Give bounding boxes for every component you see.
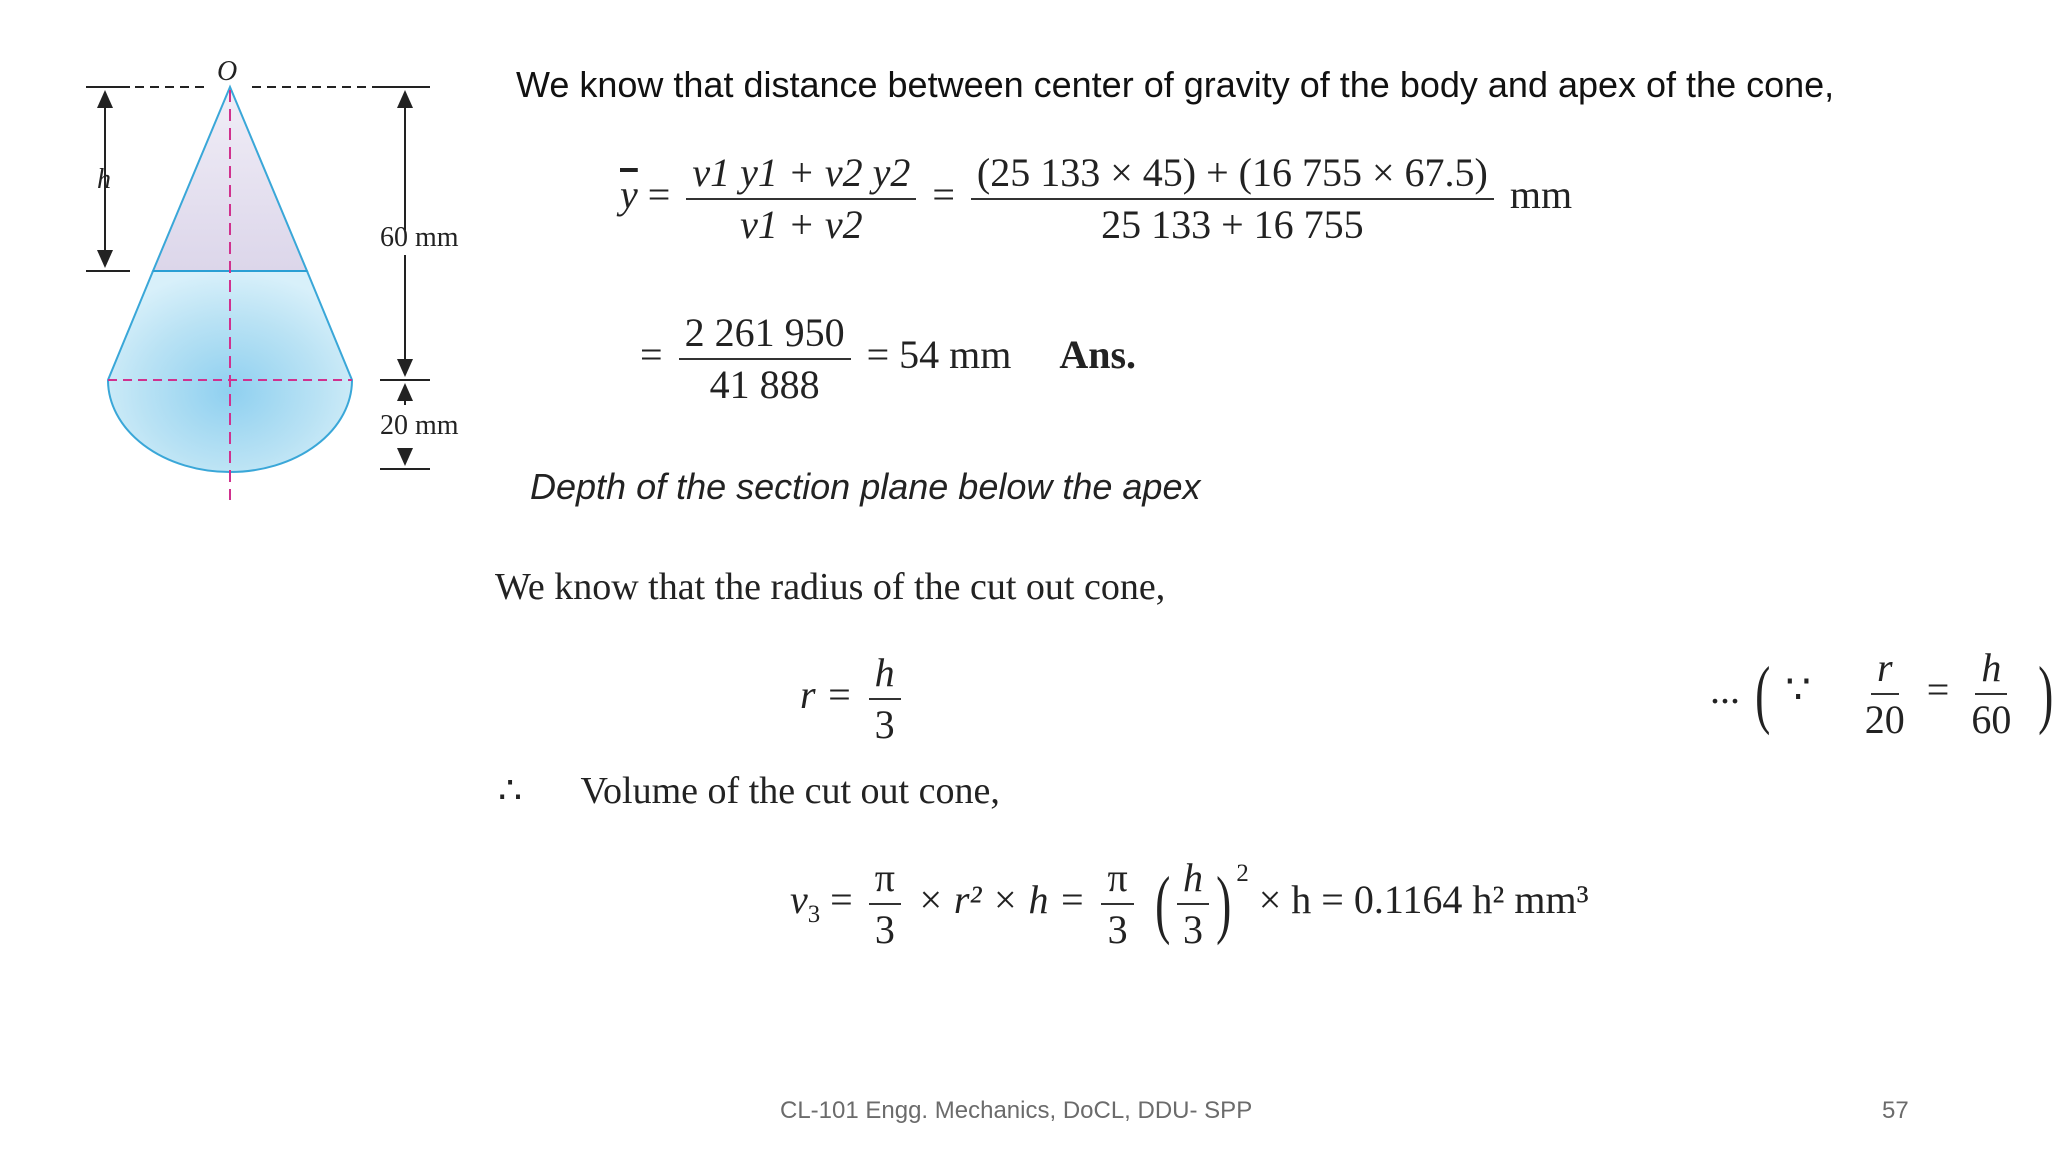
- result-fraction: [679, 310, 851, 408]
- volume-equation: $v_3$ = $\frac{\pi}{3}$ × r² × h = $\frac{\pi}{3}$ ( $\frac{h}{3}$ ) $^2$ × h = 0.1164 h² mm³: [790, 855, 1589, 952]
- cone-height-label: 60 mm: [380, 222, 459, 253]
- answer-label: Ans.: [1059, 332, 1137, 378]
- values-denominator: 25 133 + 16 755: [1101, 202, 1364, 247]
- apex-label: O: [217, 56, 238, 87]
- because-symbol: ∵: [1785, 667, 1811, 713]
- centroid-equation: $\overline{y}$ = $\frac{v1 y1 + v2 y2}{v1 + v2}$ = $\frac{(25 133 \times 45) + (16 755 \times 67.5)}{25 133 + 16 755}$ mm: [620, 150, 1573, 247]
- radius-numerator: h: [869, 650, 901, 700]
- volume-intro: [498, 768, 1000, 813]
- result-numerator: 2 261 950: [679, 310, 851, 360]
- unit-mm: mm: [1509, 172, 1573, 218]
- ratio-left-fraction: $\frac{r}{20}$: [1864, 645, 1905, 742]
- y-bar-symbol: $\overline{y}$: [620, 172, 638, 218]
- volume-result: × h = 0.1164 h² mm³: [1258, 877, 1589, 923]
- cone-hemisphere-diagram: [80, 50, 500, 510]
- h-over-3-fraction: $\frac{h}{3}$: [1177, 855, 1209, 953]
- radius-intro: We know that the radius of the cut out cone,: [495, 566, 1166, 608]
- hemisphere-height-label: 20 mm: [380, 410, 459, 441]
- radius-fraction: [869, 650, 901, 748]
- values-numerator: (25 133 × 45) + (16 755 × 67.5): [971, 150, 1494, 200]
- square-exponent: 2: [1236, 859, 1249, 887]
- ellipsis: ...: [1710, 667, 1740, 713]
- pi-over-3-fraction: $\frac{\pi}{3}$: [869, 855, 901, 953]
- footer-course: CL-101 Engg. Mechanics, DoCL, DDU- SPP: [780, 1097, 1253, 1124]
- therefore-symbol: ∴: [498, 770, 523, 812]
- radius-denominator: 3: [874, 702, 895, 747]
- centroid-result: = $\frac{2 261 950}{41 888}$ = 54 mm Ans.: [640, 310, 1137, 407]
- result-denominator: 41 888: [709, 362, 820, 407]
- volume-middle: × r² × h =: [916, 877, 1086, 923]
- ratio-right-fraction: $\frac{h}{60}$: [1971, 645, 2012, 742]
- page-number: 57: [1882, 1097, 1909, 1124]
- intro-heading: We know that distance between center of gravity of the body and apex of the cone,: [516, 64, 1835, 105]
- formula-denominator: v1 + v2: [740, 202, 863, 247]
- centroid-values-fraction: [971, 150, 1494, 248]
- radius-lhs: r =: [800, 672, 853, 718]
- volume-intro-text: Volume of the cut out cone,: [580, 770, 1000, 812]
- height-h-label: h: [97, 164, 111, 195]
- section-subheading: Depth of the section plane below the apex: [530, 466, 1201, 507]
- radius-reason: ... ( ∵ $\frac{r}{20}$ = $\frac{h}{60}$ ): [1710, 645, 2054, 742]
- radius-equation: [800, 650, 907, 748]
- formula-numerator: v1 y1 + v2 y2: [686, 150, 916, 200]
- centroid-formula-fraction: [686, 150, 916, 248]
- result-value: = 54 mm: [866, 332, 1012, 378]
- pi-over-3-fraction-2: $\frac{\pi}{3}$: [1101, 855, 1133, 953]
